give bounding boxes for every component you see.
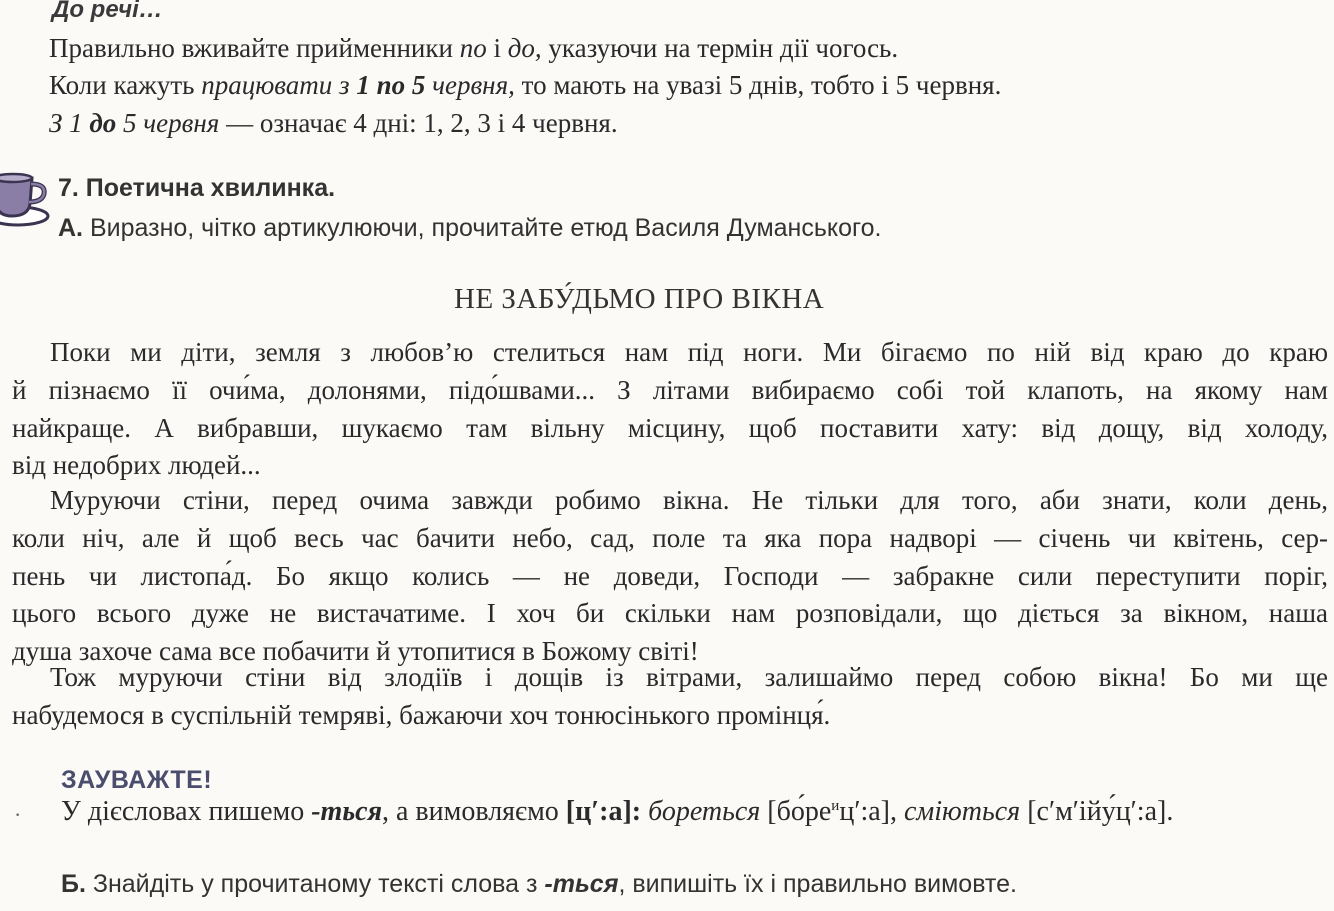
note-line-2-text: Коли кажуть <box>49 70 202 100</box>
rule-suffix: -ться <box>311 796 382 827</box>
task-b-rest: , випишіть їх і правильно вимовте. <box>618 870 1017 898</box>
notice-heading: ЗАУВАЖТЕ! <box>61 766 213 794</box>
task-b-suffix: -ться <box>544 870 619 898</box>
paragraph-line: й пізнаємо її очи́ма, долонями, підо́швами... З літами вибираємо собі той клапоть, на якому нам <box>12 374 1328 405</box>
task-7-a-text: Виразно, чітко артикулюючи, прочитайте етюд Василя Думанського. <box>83 214 882 242</box>
note-line-3-do: до <box>89 108 117 138</box>
rule-text: У дієсловах пишемо <box>61 796 312 827</box>
rule-transcription-sup: и <box>831 798 840 814</box>
task-7-a <box>58 214 881 243</box>
note-line-1-po: по <box>459 33 487 63</box>
note-line-2-range: 1 по 5 <box>356 70 426 100</box>
note-line-2 <box>49 70 1001 101</box>
note-line-3-from: З 1 <box>49 108 90 138</box>
poem-title: НЕ ЗАБУ́ДЬМО ПРО ВІКНА <box>454 283 825 315</box>
task-b-label: Б. <box>61 870 86 898</box>
note-line-2-rest: то мають на увазі 5 днів, тобто і 5 червня. <box>514 70 1002 100</box>
note-line-1-and: і <box>486 33 508 63</box>
paragraph-line: найкраще. А вибравши, шукаємо там вільну місцину, щоб поставити хату: від дощу, від холоду, <box>12 412 1328 443</box>
bullet-dot: · <box>14 802 22 827</box>
paragraph-line: Муруючи стіни, перед очима завжди робимо вікна. Не тільки для того, аби знати, коли день, <box>50 485 1328 515</box>
task-b-text: Знайдіть у прочитаному тексті слова з <box>85 870 545 898</box>
poem-paragraph-2 <box>12 482 1328 671</box>
note-line-2-work: працювати з <box>201 70 357 100</box>
paragraph-line: Поки ми діти, земля з любов’ю стелиться нам під ноги. Ми бігаємо по ній від краю до краю <box>50 337 1328 367</box>
paragraph-line: цього всього дуже не вистачатиме. І хоч би скільки нам розповідали, що діється за вікном, наша <box>12 598 1328 629</box>
task-7-title: 7. Поетична хвилинка. <box>58 174 336 202</box>
cup-icon <box>0 164 52 234</box>
task-b <box>61 870 1017 899</box>
notice-rule <box>61 796 1173 828</box>
rule-transcription-1-end: ц′:а], <box>839 796 904 827</box>
poem-paragraph-1 <box>12 334 1328 485</box>
rule-text: , а вимовляємо <box>382 796 566 827</box>
poem-paragraph-3 <box>12 659 1328 735</box>
note-line-1 <box>49 33 898 64</box>
note-line-3 <box>49 108 618 139</box>
rule-example-2: сміються <box>903 796 1021 827</box>
rule-example-1: бореться <box>641 796 761 827</box>
rule-pronunciation: [ц′:а]: <box>565 796 642 827</box>
paragraph-line: душа захоче сама все побачити й утопитися в Божому світі! <box>12 636 699 667</box>
paragraph-line: коли ніч, але й щоб весь час бачити небо, сад, поле та яка пора надворі — січень чи квітень, сер- <box>12 522 1328 553</box>
note-heading: До речі… <box>52 0 163 23</box>
note-line-1-rest: указуючи на термін дії чогось. <box>541 33 899 63</box>
task-7-a-label: А. <box>58 214 83 242</box>
paragraph-line: Тож муруючи стіни від злодіїв і дощів із вітрами, залишаймо перед собою вікна! Бо ми ще <box>50 662 1328 692</box>
note-line-3-month: 5 червня <box>116 108 220 138</box>
note-line-2-month: червня, <box>425 70 515 100</box>
note-line-1-text: Правильно вживайте прийменники <box>49 33 460 63</box>
paragraph-line: пень чи листопа́д. Бо якщо колись — не доведи, Господи — забракне сили переступити поріг, <box>12 560 1328 591</box>
paragraph-line: від недобрих людей... <box>12 450 261 481</box>
note-line-3-rest: — означає 4 дні: 1, 2, 3 і 4 червня. <box>219 108 618 138</box>
paragraph-line: набудемося в суспільній темряві, бажаючи хоч тонюсінького промінця́. <box>12 699 831 730</box>
note-line-1-do: до, <box>507 33 542 63</box>
rule-transcription-1: [бо́ре <box>760 796 832 827</box>
rule-transcription-2: [с′м′ійу́ц′:а]. <box>1020 796 1174 827</box>
